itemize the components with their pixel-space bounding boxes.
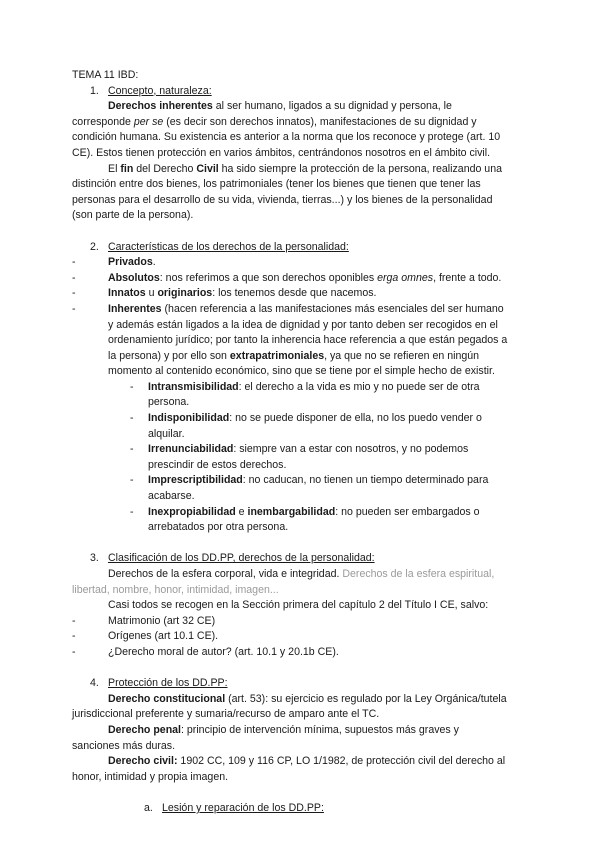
bullet-dash: - (72, 630, 76, 643)
s4-penal-line1 (72, 723, 532, 739)
s3-list-item (72, 614, 532, 630)
inherentes-line5: momento al contenido económico, sino que se tiene por el simple hecho de existir. (108, 365, 495, 378)
section-4-number: 4. (90, 677, 99, 690)
s3-line1 (72, 567, 532, 583)
item-text: e (235, 505, 248, 518)
item-text: (hacen referencia a las manifestaciones más esenciales del ser humano (161, 302, 504, 315)
s3-line2: libertad, nombre, honor, intimidad, imagen... (72, 583, 279, 596)
section-1-number: 1. (90, 84, 99, 97)
item-bold: Indisponibilidad (148, 412, 230, 425)
item-bold: Intransmisibilidad (148, 380, 239, 393)
bullet-dash: - (130, 505, 134, 518)
s4-const-line2: jurisdiccional preferente y sumaria/recurso de amparo ante el TC. (72, 708, 380, 721)
item-text: Matrimonio (art 32 CE) (108, 614, 216, 627)
s1-para2-line1 (72, 162, 532, 178)
item-text: : no caducan, no tienen un tiempo determinado para (242, 474, 489, 487)
list-item-absolutos (72, 271, 532, 287)
subitem-intransmisibilidad-cont: persona. (148, 396, 190, 409)
s3-gray-text: Derechos de la esfera espiritual, (342, 568, 495, 580)
item-bold: Derecho penal (108, 723, 182, 736)
subitem-inexpropiabilidad (72, 505, 532, 521)
inherentes-line2: y además están ligados a la idea de dignidad y por tanto deben ser recogidos en el (108, 318, 498, 331)
bullet-dash: - (72, 256, 76, 269)
item-bold: Absolutos (108, 271, 160, 284)
bullet-dash: - (130, 474, 134, 487)
s1-para2-line2: distinción entre dos bienes, los patrimoniales (tener los bienes que tienen que tener las (72, 178, 481, 191)
item-text: : siempre van a estar con nosotros, y no podemos (233, 443, 469, 456)
subitem-imprescriptibilidad-cont: acabarse. (148, 490, 195, 503)
item-text: : el derecho a la vida es mio y no puede ser de otra (238, 380, 480, 393)
subitem-imprescriptibilidad (72, 473, 532, 489)
item-text: , frente a todo. (433, 271, 502, 284)
section-4a-heading (72, 801, 532, 817)
s3-list-item (72, 629, 532, 645)
subitem-irrenunciabilidad-cont: prescindir de estos derechos. (148, 458, 287, 471)
item-text: : no pueden ser embargados o (335, 505, 480, 518)
section-1-title: Concepto, naturaleza: (108, 84, 212, 97)
bullet-dash: - (72, 645, 76, 658)
item-bold: Derecho constitucional (108, 692, 226, 705)
s1-para1-line3: condición humana. Su existencia es anterior a la norma que los reconoce y protege (art. 10 (72, 131, 501, 144)
blank-line (72, 224, 532, 240)
document-page (72, 68, 532, 817)
section-3-heading (72, 551, 532, 567)
s1-p2-d: ha sido siempre la protección de la persona, realizando una (218, 162, 502, 175)
s4-civil-line1 (72, 754, 532, 770)
s3-line3: Casi todos se recogen en la Sección primera del capítulo 2 del Título I CE, salvo: (108, 599, 489, 612)
bullet-dash: - (130, 380, 134, 393)
item-bold: Innatos (108, 287, 146, 300)
doc-title: TEMA 11 IBD: (72, 69, 139, 81)
bullet-dash: - (72, 302, 76, 315)
bullet-dash: - (72, 271, 76, 284)
list-item-inherentes (72, 302, 532, 318)
s1-p2-c: del Derecho (133, 162, 197, 175)
s1-p2-bold-fin: fin (120, 162, 134, 175)
s4-civil-line2: honor, intimidad y propia imagen. (72, 770, 229, 783)
list-item-innatos (72, 286, 532, 302)
s1-p1-text2a: corresponde (72, 115, 134, 128)
s1-para1-line1 (72, 99, 532, 115)
inherentes-line3: ordenamiento jurídico; por tanto la inherencia hace referencia a que están pegados a (108, 334, 508, 347)
section-4a-number: a. (144, 801, 153, 814)
s1-p2-bold-civil: Civil (196, 162, 219, 175)
section-4-title: Protección de los DD.PP: (108, 677, 228, 690)
s1-para2-line3: personas para el desarrollo de su vida, vivienda, tierras...) y los bienes de la personalidad (72, 193, 493, 206)
bullet-dash: - (130, 443, 134, 456)
item-bold: Imprescriptibilidad (148, 474, 243, 487)
subitem-indisponibilidad-cont: alquilar. (148, 427, 185, 440)
item-text: Orígenes (art 10.1 CE). (108, 630, 219, 643)
section-3-title: Clasificación de los DD.PP, derechos de la personalidad: (108, 552, 375, 565)
s1-para1-line2 (72, 115, 532, 131)
item-bold: Inexpropiabilidad (148, 505, 236, 518)
bullet-dash: - (130, 412, 134, 425)
item-text: ¿Derecho moral de autor? (art. 10.1 y 20.1b CE). (108, 645, 339, 658)
item-text: : no se puede disponer de ella, no los puedo vender o (229, 412, 482, 425)
s1-p1-text1: al ser humano, ligados a su dignidad y persona, le (212, 100, 452, 113)
item-bold: Irrenunciabilidad (148, 443, 234, 456)
s1-para1-line4: CE). Estos tienen protección en varios ámbitos, centrándonos nosotros en el ámbito civil. (72, 146, 491, 159)
s3-text: Derechos de la esfera corporal, vida e integridad. (108, 568, 343, 580)
item-text: (art. 53): su ejercicio es regulado por la Ley Orgánica/tutela (225, 692, 507, 705)
inherentes-line4 (72, 349, 532, 365)
item-bold: originarios (157, 287, 213, 300)
item-italic: erga omnes (377, 271, 434, 284)
section-2-heading (72, 240, 532, 256)
s1-bold-derechos: Derechos inherentes (108, 100, 213, 113)
s1-p1-text2b: (es decir son derechos innatos), manifestaciones de su dignidad y (163, 115, 477, 128)
item-bold: inembargabilidad (247, 505, 336, 518)
list-item-privados (72, 255, 532, 271)
blank-line (72, 536, 532, 552)
blank-line (72, 785, 532, 801)
bullet-dash: - (72, 287, 76, 300)
section-4-heading (72, 676, 532, 692)
subitem-intransmisibilidad (72, 380, 532, 396)
item-text: : principio de intervención mínima, supuestos más graves y (181, 723, 459, 736)
item-text: u (145, 287, 158, 300)
s4-const-line1 (72, 692, 532, 708)
item-text: : los tenemos desde que nacemos. (212, 287, 377, 300)
s4-penal-line2: sanciones más duras. (72, 739, 176, 752)
item-bold: Privados (108, 256, 153, 269)
item-text: , ya que no se refieren en ningún (324, 349, 480, 362)
item-bold: extrapatrimoniales (229, 349, 325, 362)
item-text: la persona) y por ello son (108, 349, 230, 362)
s1-para2-line4: (son parte de la persona). (72, 209, 194, 222)
s1-p2-a: El (108, 162, 121, 175)
section-3-number: 3. (90, 552, 99, 565)
subitem-inexpropiabilidad-cont: arrebatados por otra persona. (148, 521, 289, 534)
subitem-indisponibilidad (72, 411, 532, 427)
item-text: 1902 CC, 109 y 116 CP, LO 1/1982, de protección civil del derecho al (177, 755, 506, 768)
item-bold: Inherentes (108, 302, 162, 315)
blank-line (72, 661, 532, 677)
s3-list-item (72, 645, 532, 661)
item-bold: Derecho civil: (108, 755, 178, 768)
subitem-irrenunciabilidad (72, 442, 532, 458)
s1-p1-italic: per se (133, 115, 164, 128)
bullet-dash: - (72, 614, 76, 627)
item-text: . (152, 256, 156, 269)
section-2-number: 2. (90, 240, 99, 253)
section-4a-title: Lesión y reparación de los DD.PP: (162, 801, 324, 814)
item-text: : nos referimos a que son derechos oponibles (159, 271, 378, 284)
section-2-title: Características de los derechos de la personalidad: (108, 240, 349, 253)
section-1-heading (72, 84, 532, 100)
